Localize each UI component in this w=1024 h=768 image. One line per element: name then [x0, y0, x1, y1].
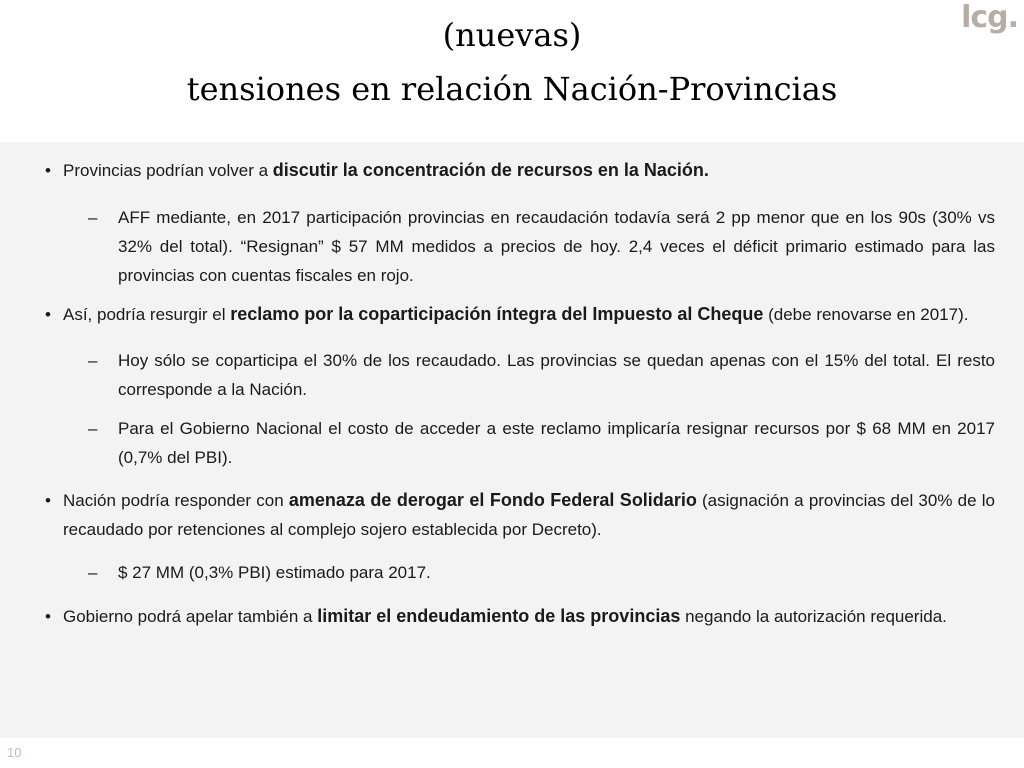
bullet-item	[45, 602, 995, 631]
bullet-emphasis: discutir la concentración de recursos en la Nación.	[272, 160, 709, 180]
slide-header	[0, 0, 1024, 142]
bullet-marker: •	[45, 491, 51, 510]
bullet-emphasis: reclamo por la coparticipación íntegra del Impuesto al Cheque	[230, 304, 764, 324]
bullet-emphasis: limitar el endeudamiento de las provincias	[317, 606, 681, 626]
bullet-text: Así, podría resurgir el	[63, 305, 231, 324]
dash-marker: –	[88, 351, 98, 370]
bullet-text: Nación podría responder con	[63, 491, 289, 510]
bullet-emphasis: amenaza de derogar el Fondo Federal Solidario	[288, 490, 697, 510]
bullet-text-tail: (debe renovarse en 2017).	[763, 305, 969, 324]
bullet-marker: •	[45, 161, 51, 180]
bullet-text-tail: (asignación a provincias del 30% de lo recaudado por retenciones al complejo sojero establecida por Decreto).	[63, 491, 995, 539]
bullet-marker: •	[45, 305, 51, 324]
sub-bullet-item	[88, 558, 995, 587]
sub-bullet-item	[88, 203, 995, 290]
bullet-text: Gobierno podrá apelar también a	[63, 607, 318, 626]
lcg-logo: lcg.	[961, 0, 1018, 35]
slide-title-line-1: (nuevas)	[442, 16, 582, 54]
slide-title-line-2: tensiones en relación Nación-Provincias	[186, 70, 838, 108]
bullet-marker: •	[45, 607, 51, 626]
sub-bullet-item	[88, 346, 995, 404]
dash-marker: –	[88, 208, 98, 227]
sub-bullet-text: Hoy sólo se coparticipa el 30% de los recaudado. Las provincias se quedan apenas con el 15% del total. El resto corresponde a la Nación.	[118, 351, 995, 399]
sub-bullet-text: $ 27 MM (0,3% PBI) estimado para 2017.	[118, 563, 431, 582]
sub-bullet-text: AFF mediante, en 2017 participación provincias en recaudación todavía será 2 pp menor que en los 90s (30% vs 32% del total). “Resignan” $ 57 MM medidos a precios de hoy. 2,4 veces el déficit primario estimado para las provincias con cuentas fiscales en rojo.	[118, 208, 995, 285]
bullet-text: Provincias podrían volver a	[63, 161, 273, 180]
sub-bullet-item	[88, 414, 995, 472]
sub-bullet-text: Para el Gobierno Nacional el costo de acceder a este reclamo implicaría resignar recursos por $ 68 MM en 2017 (0,7% del PBI).	[118, 419, 995, 467]
bullet-item	[45, 486, 995, 544]
dash-marker: –	[88, 419, 98, 438]
bullet-text-tail: negando la autorización requerida.	[680, 607, 947, 626]
page-number: 10	[7, 745, 22, 760]
bullet-item	[45, 300, 995, 329]
dash-marker: –	[88, 563, 98, 582]
bullet-item	[45, 156, 995, 185]
